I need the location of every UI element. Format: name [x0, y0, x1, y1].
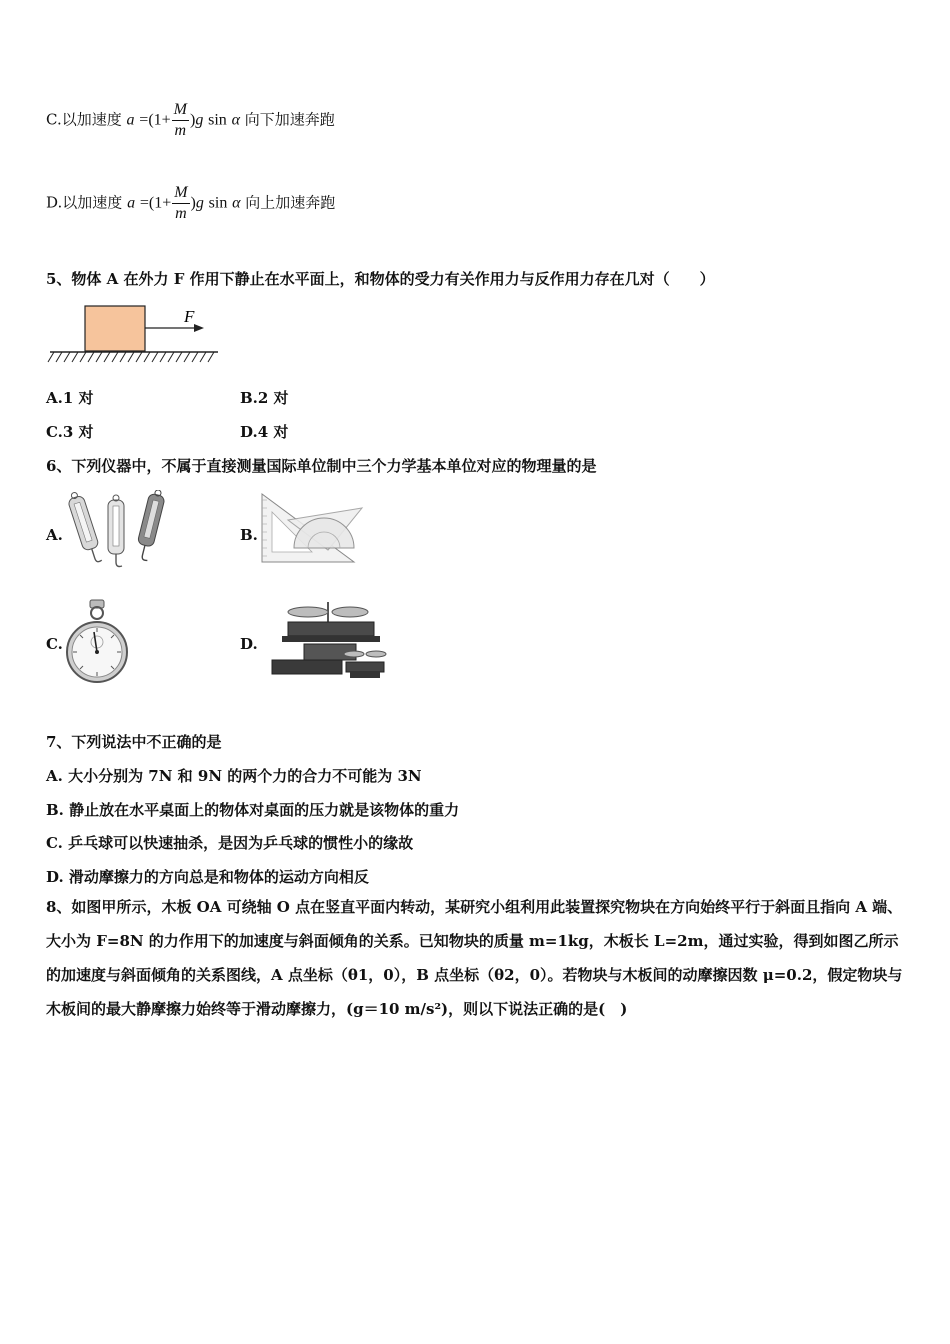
q4-option-d	[46, 183, 335, 224]
block-a	[85, 306, 145, 351]
q7-stem: 7、下列说法中不正确的是	[46, 733, 222, 751]
formula-sin: sin	[208, 111, 227, 129]
formula-den: m	[174, 122, 187, 139]
stopwatch-image	[64, 598, 130, 688]
q8-stem: 8、如图甲所示，木板 OA 可绕轴 O 点在竖直平面内转动，某研究小组利用此装置探究物块在方向始终平行于斜面且指向 A 端、大小为 F=8N 的力作用下的加速度与斜面倾角的关系。已知物块的质量 m=1kg，木板长 L=2m，通过实验，得到如图乙所示的加速度与斜面倾角的关系图线，A 点坐标（θ1，0），B 点坐标（θ2，0）。若物块与木板间的动摩擦因数 μ=0.2，假定物块与木板间的最大静摩擦力始终等于滑动摩擦力，(g＝10 m/s²)，则以下说法正确的是( )	[46, 898, 903, 1018]
q7-option-c: C. 乒乓球可以快速抽杀，是因为乒乓球的惯性小的缘故	[46, 834, 414, 852]
q4-option-d-label: D.	[46, 193, 63, 212]
q4-option-c-pre: 以加速度	[61, 110, 122, 129]
formula-g: g	[195, 194, 204, 212]
balance-scale-image	[268, 596, 390, 680]
q4-option-c-post: 向下加速奔跑	[244, 110, 335, 129]
q6-option-a: A.	[46, 526, 63, 544]
formula-eq: =(1+	[139, 111, 171, 129]
q5-option-c: C.3 对	[46, 423, 94, 441]
arrow-head-icon	[194, 324, 204, 332]
formula-sin: sin	[208, 194, 228, 212]
q5-option-a: A.1 对	[46, 389, 94, 407]
q4-option-c-label: C.	[46, 110, 62, 129]
q5-option-b: B.2 对	[240, 389, 289, 407]
ground-hatch	[48, 352, 214, 362]
formula-den: m	[175, 205, 187, 222]
formula-alpha: α	[232, 194, 241, 212]
q7-option-d: D. 滑动摩擦力的方向总是和物体的运动方向相反	[46, 868, 369, 886]
formula-fraction	[172, 100, 189, 141]
q5-stem: 5、物体 A 在外力 F 作用下静止在水平面上，和物体的受力有关作用力与反作用力存在几对（ ）	[46, 270, 715, 288]
q4-option-c	[46, 100, 335, 141]
formula-alpha: α	[231, 111, 240, 129]
q5-option-d: D.4 对	[240, 423, 289, 441]
force-label: F	[184, 307, 195, 326]
formula-eq: =(1+	[139, 194, 172, 212]
formula-g: g	[195, 111, 204, 129]
q6-option-c: C.	[46, 635, 63, 653]
ruler-protractor-image	[258, 490, 368, 566]
spring-scales-image	[62, 490, 172, 572]
formula-num: M	[172, 100, 189, 121]
formula-close: )	[190, 194, 196, 212]
q4-option-d-pre: 以加速度	[62, 193, 123, 212]
formula-a: a	[127, 194, 136, 212]
formula-a: a	[126, 111, 135, 129]
formula-num: M	[172, 183, 189, 204]
q6-stem: 6、下列仪器中，不属于直接测量国际单位制中三个力学基本单位对应的物理量的是	[46, 457, 597, 475]
q7-option-b: B. 静止放在水平桌面上的物体对桌面的压力就是该物体的重力	[46, 801, 460, 819]
q6-option-b: B.	[240, 526, 258, 544]
q5-diagram	[46, 302, 226, 366]
q7-option-a: A. 大小分别为 7N 和 9N 的两个力的合力不可能为 3N	[46, 767, 422, 785]
formula-fraction	[172, 183, 189, 224]
q4-option-d-post: 向上加速奔跑	[245, 193, 336, 212]
q6-option-d: D.	[240, 635, 258, 653]
formula-close: )	[190, 111, 196, 129]
